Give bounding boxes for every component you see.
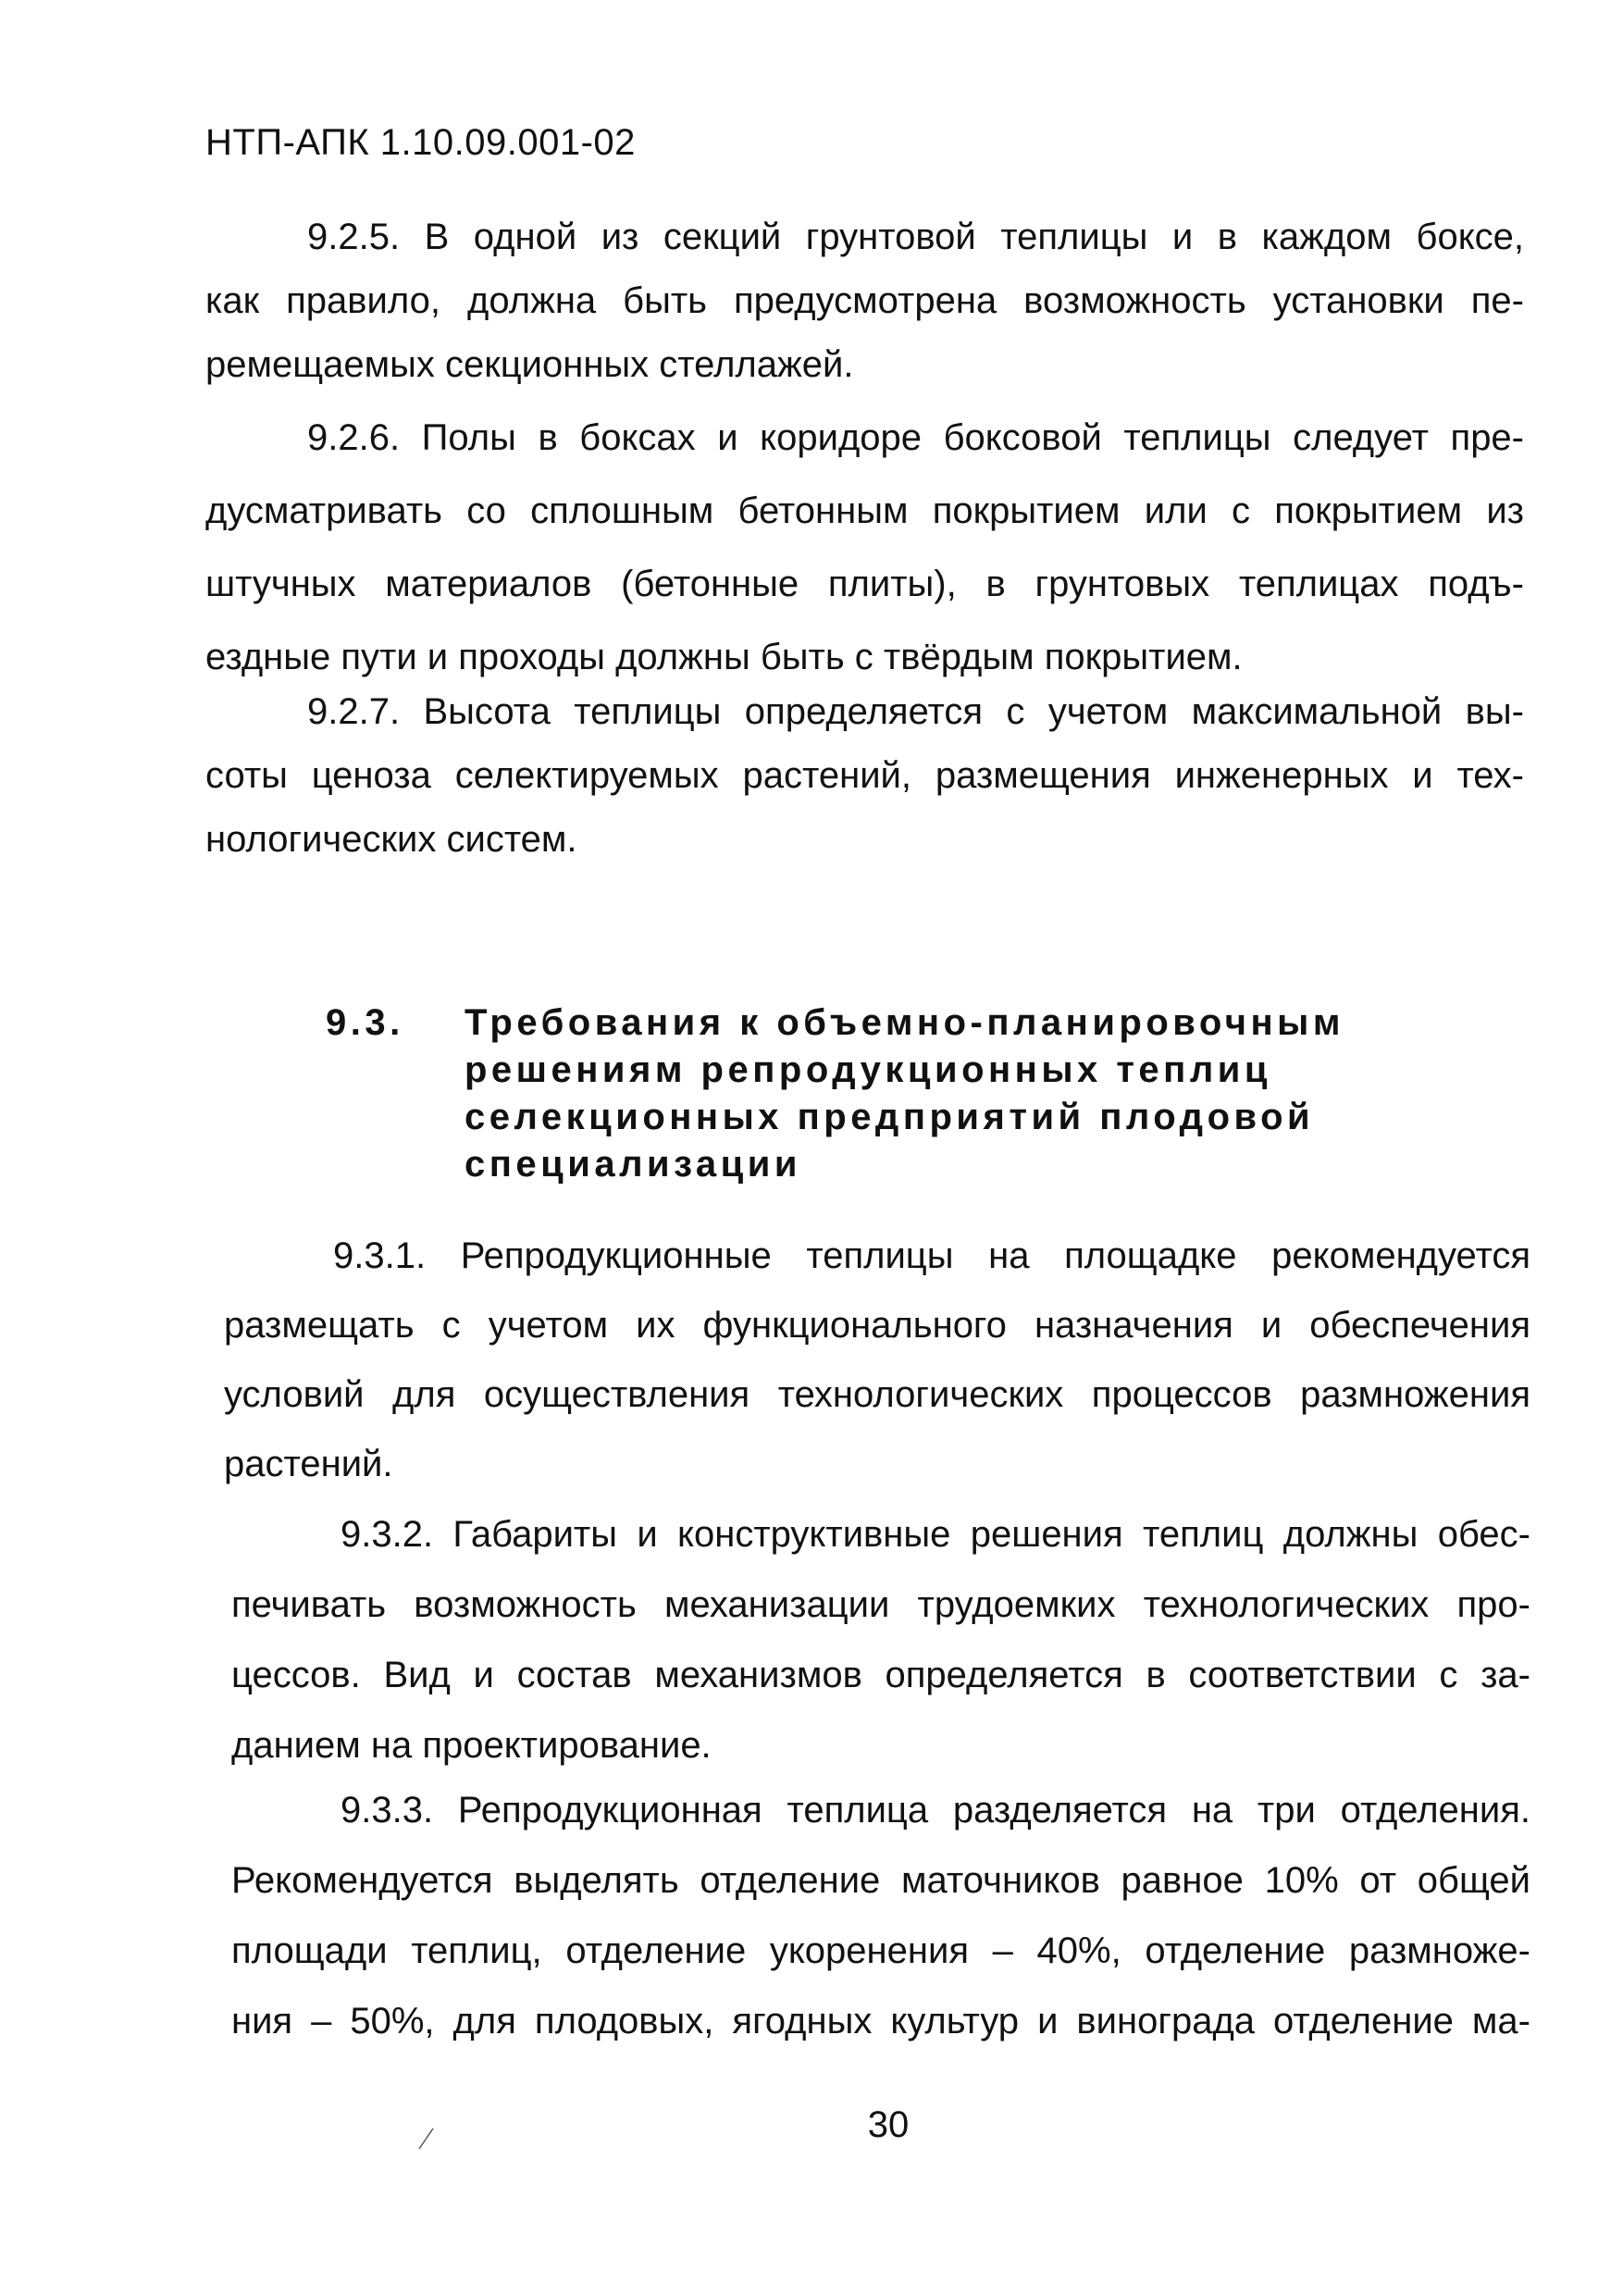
paragraph-line: ездные пути и проходы должны быть с твёрдым покрытием. <box>205 637 1243 677</box>
paragraph-line: площади теплиц, отделение укоренения – 40%, отделение размноже- <box>231 1930 1530 1971</box>
paragraph-9-2-6 <box>205 402 1524 694</box>
paragraph-line: 9.2.6. Полы в боксах и коридоре боксовой теплицы следует пре- <box>307 417 1524 458</box>
section-title-line: специализации <box>465 1144 801 1185</box>
paragraph-line: как правило, должна быть предусмотрена возможность установки пе- <box>205 280 1524 321</box>
paragraph-line: 9.3.3. Репродукционная теплица разделяется на три отделения. <box>341 1790 1530 1831</box>
paragraph-line: дусматривать со сплошным бетонным покрытием или с покрытием из <box>205 490 1524 531</box>
paragraph-9-2-5 <box>205 205 1524 397</box>
paragraph-line: ния – 50%, для плодовых, ягодных культур и винограда отделение ма- <box>231 2001 1530 2042</box>
paragraph-line: соты ценоза селектируемых растений, размещения инженерных и тех- <box>205 755 1524 796</box>
page-number: 30 <box>867 2104 910 2145</box>
section-number: 9.3. <box>326 1002 404 1043</box>
paragraph-line: Рекомендуется выделять отделение маточников равное 10% от общей <box>231 1860 1530 1901</box>
paragraph-line: штучных материалов (бетонные плиты), в грунтовых теплицах подъ- <box>205 564 1524 604</box>
paragraph-line: печивать возможность механизации трудоемких технологических про- <box>231 1584 1530 1625</box>
paragraph-9-3-2 <box>231 1499 1530 1781</box>
paragraph-line: ремещаемых секционных стеллажей. <box>205 344 854 385</box>
paragraph-9-3-3 <box>231 1775 1530 2056</box>
paragraph-line: размещать с учетом их функционального назначения и обеспечения <box>224 1305 1530 1346</box>
paragraph-line: растений. <box>224 1444 393 1484</box>
paragraph-9-2-7 <box>205 680 1524 872</box>
pen-mark-icon <box>416 2127 435 2151</box>
paragraph-line: 9.3.1. Репродукционные теплицы на площадке рекомендуется <box>333 1235 1530 1276</box>
paragraph-9-3-1 <box>224 1222 1530 1499</box>
paragraph-line: нологических систем. <box>205 819 577 860</box>
section-title-line: Требования к объемно-планировочным <box>465 1002 1344 1043</box>
document-code-header: НТП-АПК 1.10.09.001-02 <box>205 122 636 163</box>
section-title-line: решениям репродукционных теплиц <box>465 1049 1271 1090</box>
section-title-line: селекционных предприятий плодовой <box>465 1097 1315 1137</box>
paragraph-line: 9.2.7. Высота теплицы определяется с учетом максимальной вы- <box>307 691 1524 732</box>
paragraph-line: цессов. Вид и состав механизмов определяется в соответствии с за- <box>231 1655 1530 1695</box>
paragraph-line: условий для осуществления технологических процессов размножения <box>224 1374 1530 1415</box>
section-title <box>465 999 1492 1188</box>
paragraph-line: 9.2.5. В одной из секций грунтовой теплицы и в каждом боксе, <box>307 217 1524 257</box>
paragraph-line: 9.3.2. Габариты и конструктивные решения теплиц должны обес- <box>341 1514 1530 1555</box>
paragraph-line: данием на проектирование. <box>231 1725 712 1766</box>
